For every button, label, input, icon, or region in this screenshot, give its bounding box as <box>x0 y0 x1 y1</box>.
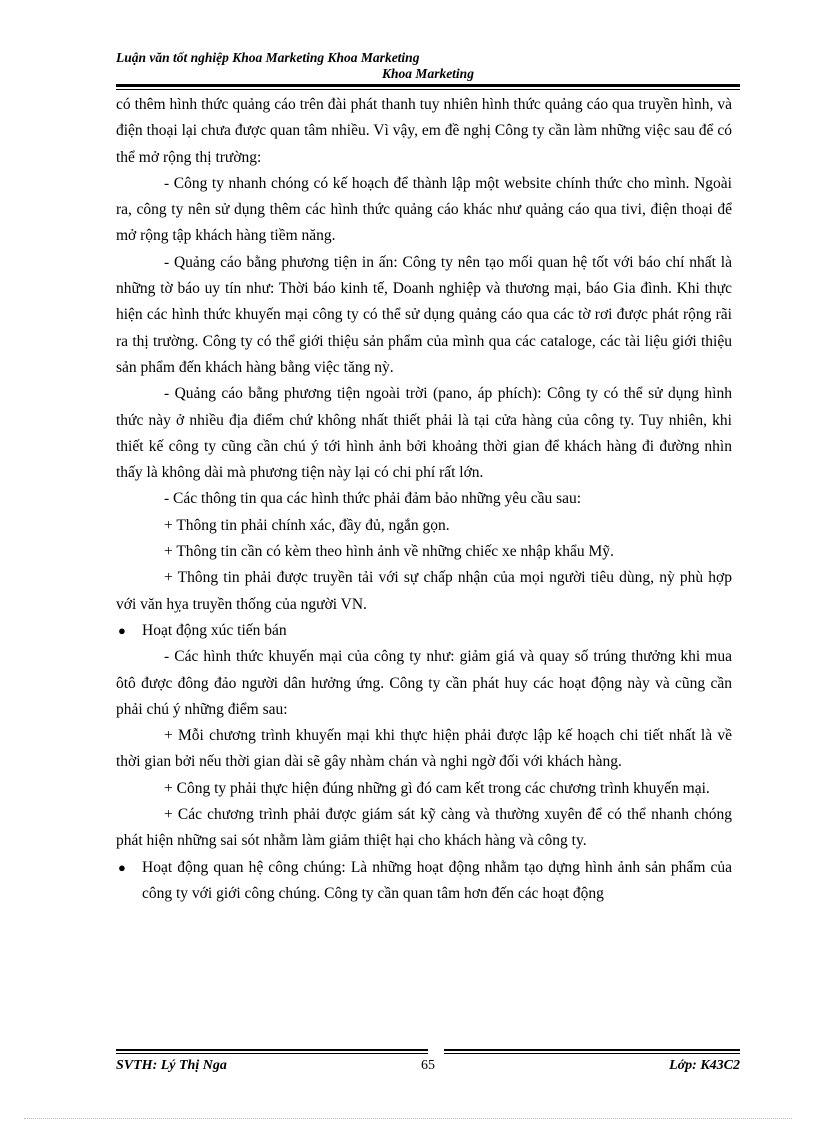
bullet-paragraph <box>116 855 732 908</box>
header-title-line1: Luận văn tốt nghiệp Khoa Marketing Khoa Marketing <box>116 50 420 65</box>
paragraph-text: + Các chương trình phải được giám sát kỹ càng và thường xuyên để có thể nhanh chóng phát hiện những sai sót nhằm làm giảm thiệt hại cho khách hàng và công ty. <box>116 806 732 850</box>
header-rule-thick <box>116 84 740 87</box>
bullet-icon: ● <box>118 622 126 638</box>
paragraph-text: - Các thông tin qua các hình thức phải đảm bảo những yêu cầu sau: <box>164 490 582 508</box>
header-rule-thin <box>116 89 740 90</box>
paragraph-text: + Mỗi chương trình khuyến mại khi thực hiện phải được lập kế hoạch chi tiết nhất là về thời gian bởi nếu thời gian dài sẽ gây nhàm chán và nghi ngờ đối với khách hàng. <box>116 727 732 771</box>
bullet-icon: ● <box>118 859 126 875</box>
paragraph-text: - Công ty nhanh chóng có kế hoạch để thành lập một website chính thức cho mình. Ngoài ra, công ty nên sử dụng thêm các hình thức quảng cáo khác như quảng cáo qua tivi, điện thoại để mở rộng tập khách hàng tiềm năng. <box>116 174 732 245</box>
paragraph-text: + Công ty phải thực hiện đúng những gì đó cam kết trong các chương trình khuyến mại. <box>164 779 710 797</box>
footer-rule-right <box>444 1049 740 1051</box>
footer-class: Lớp: K43C2 <box>669 1058 740 1073</box>
body-paragraph <box>116 644 732 723</box>
footer-author: SVTH: Lý Thị Nga <box>116 1058 227 1073</box>
page-header <box>116 50 740 82</box>
body-paragraph <box>116 565 732 618</box>
bullet-paragraph <box>116 618 732 644</box>
paragraph-text: Hoạt động quan hệ công chúng: Là những hoạt động nhằm tạo dựng hình ảnh sản phẩm của công ty với giới công chúng. Công ty cần quan tâm hơn đến các hoạt động <box>142 858 732 902</box>
paragraph-text: + Thông tin phải chính xác, đầy đủ, ngắn gọn. <box>164 516 450 534</box>
footer-rule-right-thin <box>444 1053 740 1054</box>
document-body <box>116 92 732 907</box>
body-paragraph <box>116 171 732 250</box>
footer-rule-left-thin <box>116 1053 428 1054</box>
body-paragraph <box>116 381 732 486</box>
body-paragraph <box>116 250 732 381</box>
body-paragraph <box>116 723 732 776</box>
body-paragraph <box>116 486 732 512</box>
paragraph-text: + Thông tin phải được truyền tải với sự chấp nhận của mọi người tiêu dùng, nỳ phù hợp với văn hỵa truyền thống của người VN. <box>116 569 732 613</box>
footer-rule-left <box>116 1049 428 1051</box>
body-paragraph <box>116 776 732 802</box>
body-paragraph <box>116 513 732 539</box>
body-paragraph <box>116 802 732 855</box>
body-paragraph <box>116 92 732 171</box>
body-paragraph <box>116 539 732 565</box>
paragraph-text: - Quảng cáo bằng phương tiện ngoài trời (pano, áp phích): Công ty có thể sử dụng hình thức này ở nhiều địa điểm chứ không nhất thiết phải là tại cửa hàng của công ty. Tuy nhiên, khi thiết kế công ty cũng cần chú ý tới hình ảnh bởi khoảng thời gian để khách hàng đi đường nhìn thấy là không dài mà phương tiện này lại có chi phí rất lớn. <box>116 385 732 482</box>
paragraph-text: + Thông tin cần có kèm theo hình ảnh về những chiếc xe nhập khẩu Mỹ. <box>164 543 614 561</box>
page-edge-divider <box>24 1118 792 1119</box>
paragraph-text: có thêm hình thức quảng cáo trên đài phát thanh tuy nhiên hình thức quảng cáo qua truyền hình, và điện thoại lại chưa được quan tâm nhiều. Vì vậy, em đề nghị Công ty cần làm những việc sau để có thể mở rộng thị trường: <box>116 96 732 166</box>
page-number: 65 <box>421 1058 435 1073</box>
paragraph-text: - Quảng cáo bằng phương tiện in ấn: Công ty nên tạo mối quan hệ tốt với báo chí nhất là những tờ báo uy tín như: Thời báo kinh tế, Doanh nghiệp và thương mại, báo Gia đình. Khi thực hiện các hình thức khuyến mại công ty có thể sử dụng quảng cáo qua các tờ rơi được phát rộng rãi ra thị trường. Công ty có thể giới thiệu sản phẩm của mình qua các cataloge, các tài liệu giới thiệu sản phẩm đến khách hàng bằng việc tăng nỳ. <box>116 253 732 376</box>
paragraph-text: - Các hình thức khuyến mại của công ty như: giảm giá và quay số trúng thưởng khi mua ôtô được đông đảo người dân hưởng ứng. Công ty cần phát huy các hoạt động này và cũng cần phải chú ý những điểm sau: <box>116 648 732 718</box>
paragraph-text: Hoạt động xúc tiến bán <box>142 621 287 639</box>
header-title-line2: Khoa Marketing <box>382 66 474 81</box>
